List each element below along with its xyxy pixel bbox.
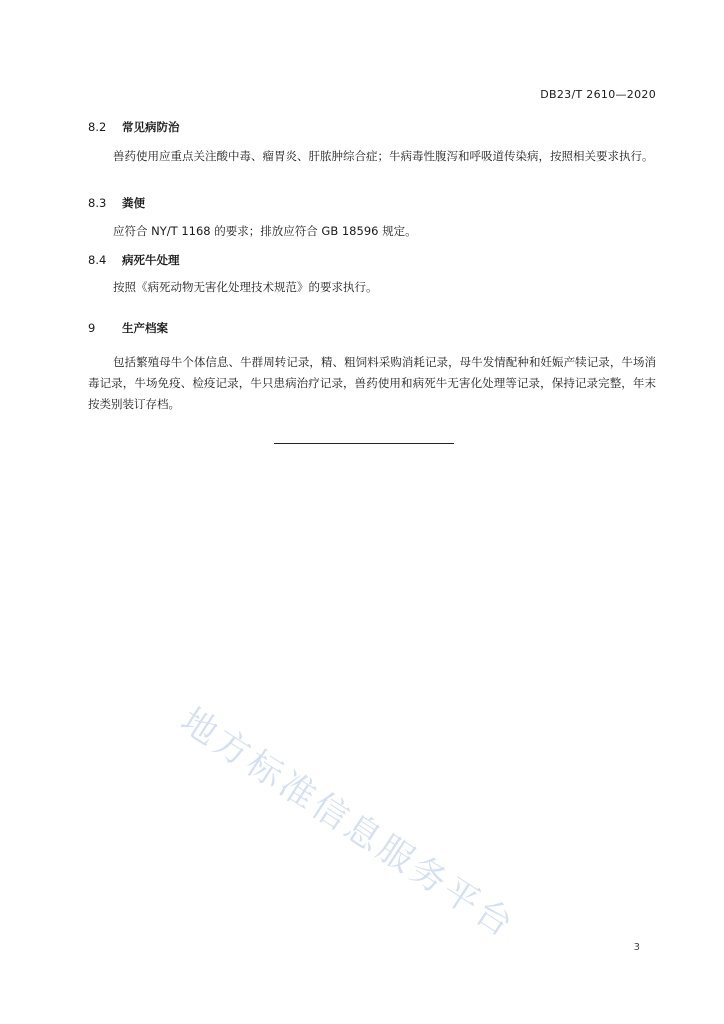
section-8-4-body: 按照《病死动物无害化处理技术规范》的要求执行。 — [113, 280, 378, 294]
section-8-4-heading — [88, 252, 180, 268]
section-title: 粪便 — [122, 196, 146, 210]
page-number: 3 — [633, 942, 640, 953]
section-8-2-heading — [88, 119, 180, 135]
section-number: 8.4 — [88, 253, 107, 267]
section-title: 病死牛处理 — [122, 253, 180, 267]
section-number: 9 — [88, 321, 96, 335]
end-rule — [274, 443, 454, 444]
standard-code: DB23/T 2610—2020 — [540, 88, 656, 101]
watermark: 地方标准信息服务平台 — [173, 700, 523, 947]
section-number: 8.3 — [88, 196, 107, 210]
section-title: 常见病防治 — [122, 120, 180, 134]
section-9-heading — [88, 320, 168, 336]
section-9-body: 包括繁殖母牛个体信息、牛群周转记录，精、粗饲料采购消耗记录，母牛发情配种和妊娠产犊记录，牛场消毒记录，牛场免疫、检疫记录，牛只患病治疗记录，兽药使用和病死牛无害化处理等记录，保持记录完整，年末按类别装订存档。 — [88, 355, 656, 411]
section-8-3-body: 应符合 NY/T 1168 的要求；排放应符合 GB 18596 规定。 — [113, 224, 417, 238]
section-number: 8.2 — [88, 120, 107, 134]
section-8-3-heading — [88, 195, 145, 211]
section-8-2-body: 兽药使用应重点关注酸中毒、瘤胃炎、肝脓肿综合症；牛病毒性腹泻和呼吸道传染病，按照相关要求执行。 — [113, 149, 654, 163]
section-title: 生产档案 — [122, 321, 169, 335]
